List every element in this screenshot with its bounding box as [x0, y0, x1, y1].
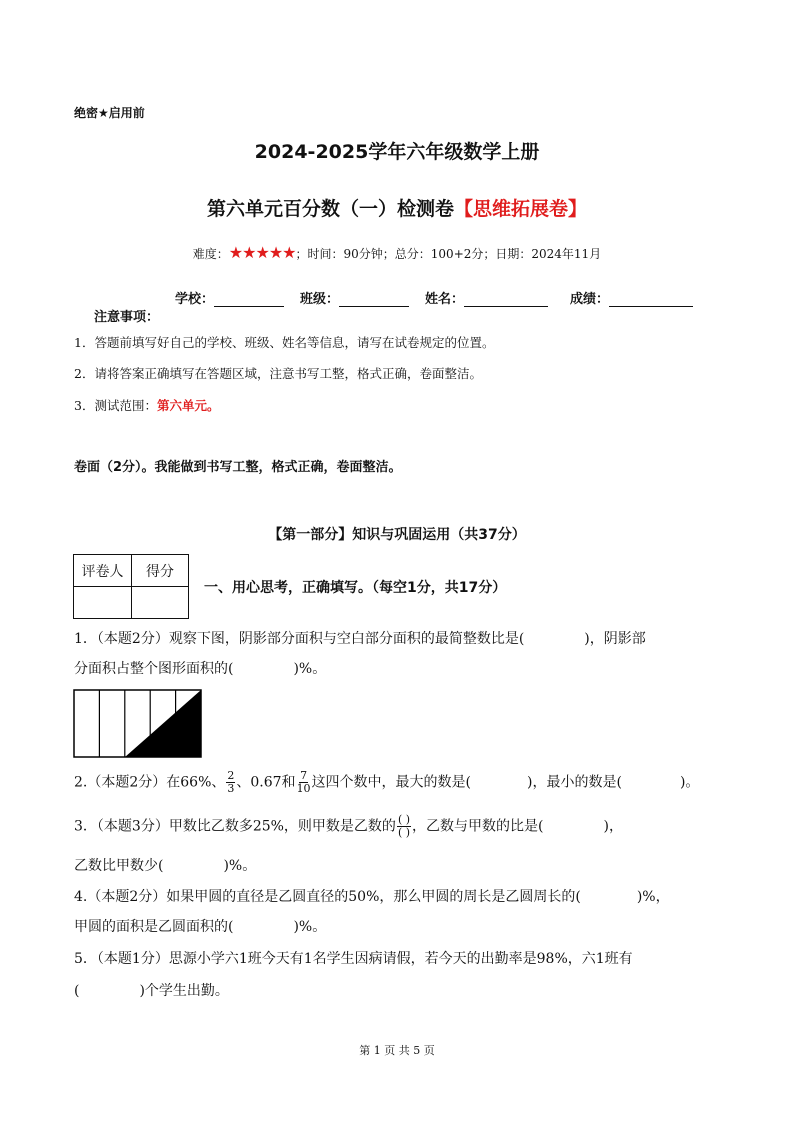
- grader-header: 评卷人: [74, 555, 132, 587]
- q1-text-end: )，阴影部: [584, 631, 646, 647]
- paper-neatness-note: 卷面（2分）。我能做到书写工整，格式正确，卷面整洁。: [74, 460, 402, 475]
- q5-text-2: (: [74, 983, 80, 999]
- meta-info: ；时间：90分钟；总分：100+2分；日期：2024年11月: [295, 247, 602, 261]
- test-scope: 第六单元。: [156, 398, 220, 413]
- frac1-denominator: 3: [227, 782, 235, 795]
- name-field[interactable]: [464, 292, 548, 307]
- question-4-line2: [74, 916, 326, 936]
- q2-text-b: 、0.67和: [236, 774, 296, 791]
- notes-title: 注意事项：: [94, 310, 160, 325]
- subtitle-main: 第六单元百分数（一）检测卷: [206, 198, 454, 220]
- q1-text: 1．（本题2分）观察下图，阴影部分面积与空白部分面积的最简整数比是(: [74, 631, 525, 647]
- q3-fraction-blank[interactable]: [397, 814, 411, 839]
- score-box: [73, 554, 189, 619]
- q2-text-d: )，最小的数是(: [527, 774, 622, 791]
- q3-frac-numerator: ( ): [397, 813, 411, 826]
- q3-text-2-end: )%。: [223, 858, 257, 874]
- score-cell[interactable]: [131, 587, 188, 619]
- q2-text-e: )。: [679, 774, 700, 791]
- exam-meta: [0, 243, 794, 262]
- exam-title: 2024-2025学年六年级数学上册: [254, 141, 540, 163]
- note-item-1: 1．答题前填写好自己的学校、班级、姓名等信息，请写在试卷规定的位置。: [74, 335, 495, 350]
- question-1-line1: [74, 628, 646, 648]
- difficulty-label: 难度：: [192, 247, 229, 261]
- score-label: 成绩：: [570, 292, 610, 307]
- frac2-numerator: 7: [300, 769, 308, 782]
- score-header: 得分: [131, 555, 188, 587]
- question-2: [74, 770, 699, 795]
- class-label: 班级：: [300, 292, 340, 307]
- part1-title: 【第一部分】知识与巩固运用（共37分）: [268, 527, 526, 543]
- note-item-3: [74, 396, 219, 414]
- frac1-numerator: 2: [227, 769, 235, 782]
- page-footer: 第 1 页 共 5 页: [359, 1044, 435, 1057]
- question-3-line2: [74, 855, 256, 875]
- difficulty-stars-icon: ★★★★★: [228, 243, 296, 262]
- name-label: 姓名：: [425, 292, 465, 307]
- q3-text-c: )，: [603, 818, 623, 835]
- q3-text-b: ，乙数与甲数的比是(: [412, 818, 544, 835]
- q1-text-2-end: )%。: [293, 661, 327, 677]
- q2-fraction-1: [226, 770, 235, 795]
- exam-subtitle: [0, 194, 794, 221]
- note-item-3-label: 3．测试范围：: [74, 398, 157, 413]
- q3-text-2: 乙数比甲数少(: [74, 858, 164, 874]
- question-4-line1: [74, 886, 670, 906]
- q3-frac-denominator: ( ): [397, 826, 411, 839]
- info-fields: [175, 288, 693, 307]
- score-field[interactable]: [609, 292, 693, 307]
- q4-text-2: 甲圆的面积是乙圆面积的(: [74, 919, 234, 935]
- q5-text-2-end: )个学生出勤。: [139, 983, 229, 999]
- note-item-2: 2．请将答案正确填写在答题区域，注意书写工整，格式正确，卷面整洁。: [74, 366, 482, 381]
- q3-text-a: 3．（本题3分）甲数比乙数多25%，则甲数是乙数的: [74, 818, 396, 835]
- school-field[interactable]: [214, 292, 284, 307]
- q2-text-c: 这四个数中，最大的数是(: [311, 774, 472, 791]
- class-field[interactable]: [339, 292, 409, 307]
- school-label: 学校：: [175, 292, 215, 307]
- q1-text-2: 分面积占整个图形面积的(: [74, 661, 234, 677]
- q2-text-a: 2.（本题2分）在66%、: [74, 774, 226, 791]
- question-5-line2: [74, 980, 229, 1000]
- q4-text-end: )%，: [636, 889, 670, 905]
- shaded-rectangle-figure: [73, 689, 203, 759]
- shaded-region: [125, 690, 201, 757]
- frac2-denominator: 10: [296, 782, 311, 795]
- grader-cell[interactable]: [74, 587, 132, 619]
- question-3-line1: [74, 814, 623, 839]
- confidential-label: 绝密★启用前: [74, 106, 145, 120]
- question-1-line2: [74, 658, 326, 678]
- q4-text: 4.（本题2分）如果甲圆的直径是乙圆直径的50%，那么甲圆的周长是乙圆周长的(: [74, 889, 581, 905]
- subtitle-tag: 【思维拓展卷】: [454, 198, 588, 220]
- section1-title: 一、用心思考，正确填写。（每空1分，共17分）: [204, 580, 507, 596]
- question-5-line1: 5．（本题1分）思源小学六1班今天有1名学生因病请假，若今天的出勤率是98%，六1班有: [74, 951, 633, 967]
- q4-text-2-end: )%。: [293, 919, 327, 935]
- q2-fraction-2: [297, 770, 311, 795]
